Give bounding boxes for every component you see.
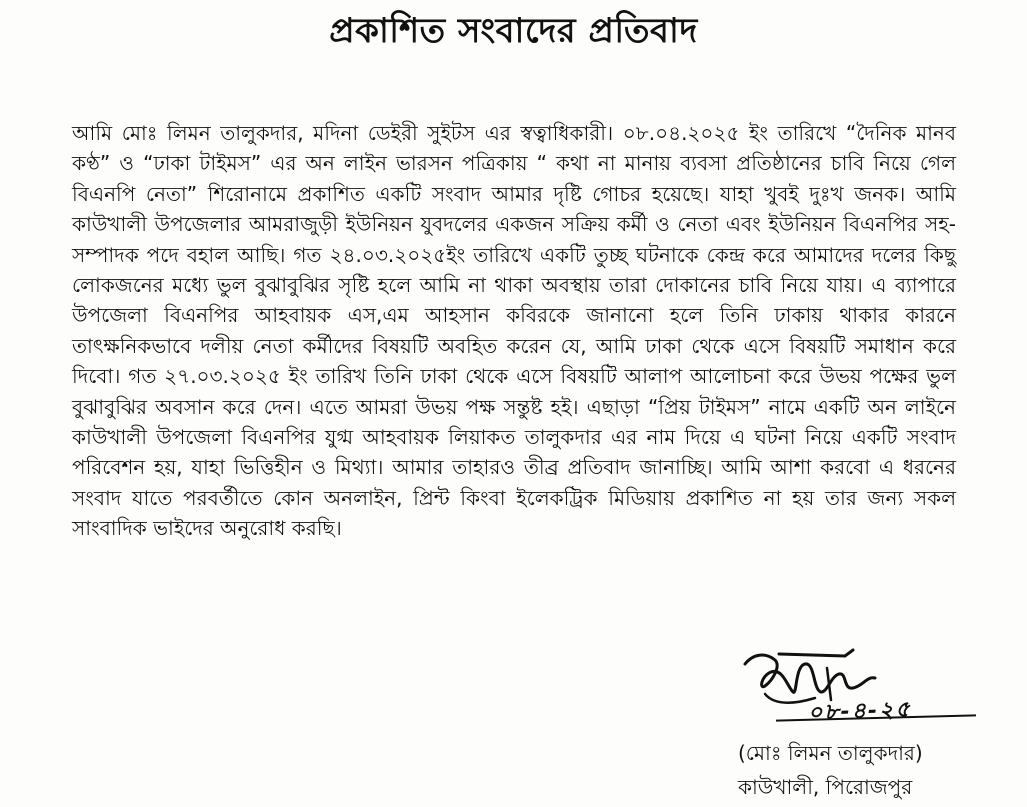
- document-title: প্রকাশিত সংবাদের প্রতিবাদ: [329, 11, 698, 51]
- document-body: আমি মোঃ লিমন তালুকদার, মদিনা ডেইরী সুইটস এর স্বত্বাধিকারী। ০৮.০৪.২০২৫ ইং তারিখে “দৈনিক মানব কণ্ঠ” ও “ঢাকা টাইমস” এর অন লাইন ভারসন পত্রিকায় “ কথা না মানায় ব্যবসা প্রতিষ্ঠানের চাবি নিয়ে গেল বিএনপি নেতা” শিরোনামে প্রকাশিত একটি সংবাদ আমার দৃষ্টি গোচর হয়েছে। যাহা খুবই দুঃখ জনক। আমি কাউখালী উপজেলার আমরাজুড়ী ইউনিয়ন যুবদলের একজন সক্রিয় কর্মী ও নেতা এবং ইউনিয়ন বিএনপির সহ-সম্পাদক পদে বহাল আছি। গত ২৪.০৩.২০২৫ইং তারিখে একটি তুচ্ছ ঘটনাকে কেন্দ্র করে আমাদের দলের কিছু লোকজনের মধ্যে ভুল বুঝাবুঝির সৃষ্টি হলে আমি না থাকা অবস্থায় তারা দোকানের চাবি নিয়ে যায়। এ ব্যাপারে উপজেলা বিএনপির আহবায়ক এস,এম আহসান কবিরকে জানানো হলে তিনি ঢাকায় থাকার কারনে তাৎক্ষনিকভাবে দলীয় নেতা কর্মীদের বিষয়টি অবহিত করেন যে, আমি ঢাকা থেকে এসে বিষয়টি সমাধান করে দিবো। গত ২৭.০৩.২০২৫ ইং তারিখ তিনি ঢাকা থেকে এসে বিষয়টি আলাপ আলোচনা করে উভয় পক্ষের ভুল বুঝাবুঝির অবসান করে দেন। এতে আমরা উভয় পক্ষ সন্তুষ্ট হই। এছাড়া “প্রিয় টাইমস” নামে একটি অন লাইনে কাউখালী উপজেলা বিএনপির যুগ্ম আহবায়ক লিয়াকত তালুকদার এর নাম দিয়ে এ ঘটনা নিয়ে একটি সংবাদ পরিবেশন হয়, যাহা ভিত্তিহীন ও মিথ্যা। আমার তাহারও তীব্র প্রতিবাদ জানাচ্ছি। আমি আশা করবো এ ধরনের সংবাদ যাতে পরবর্তীতে কোন অনলাইন, প্রিন্ট কিংবা ইলেকট্রিক মিডিয়ায় প্রকাশিত না হয় তার জন্য সকল সাংবাদিক ভাইদের অনুরোধ করছি।: [72, 121, 956, 541]
- signature-date: ০৮-৪-২৫: [807, 697, 913, 726]
- signer-location: কাউখালী, পিরোজপুর: [738, 775, 913, 799]
- signer-block: [738, 736, 923, 804]
- signer-name: (মোঃ লিমন তালুকদার): [738, 741, 923, 765]
